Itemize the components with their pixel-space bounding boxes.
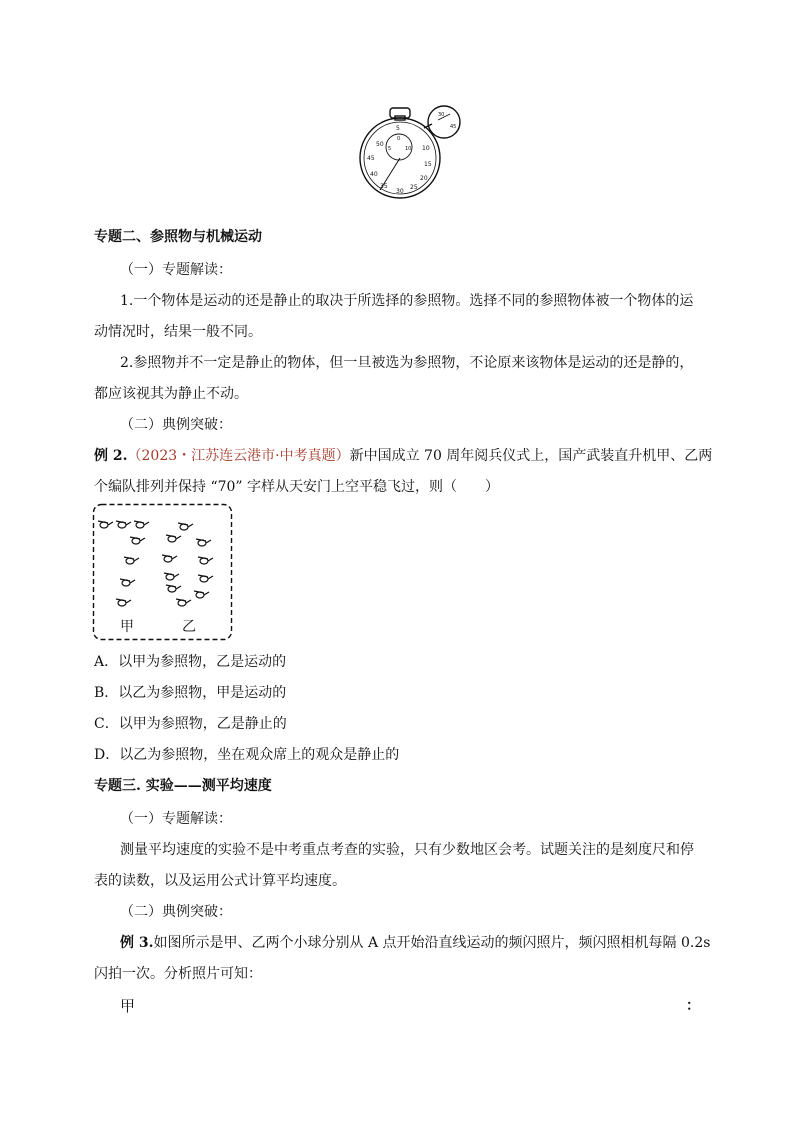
formation-label-jia: 甲 [120, 619, 134, 635]
small-dial-label: 45 [450, 124, 457, 130]
section2-para2-line1: 2.参照物并不一定是静止的物体，但一旦被选为参照物，不论原来该物体是运动的还是静的， [120, 355, 694, 371]
stopwatch-inner-label: 10 [405, 146, 412, 152]
stopwatch-label: 35 [380, 183, 388, 190]
section3-para1-line1: 测量平均速度的实验不是中考重点考查的实验，只有少数地区会考。试题关注的是刻度尺和停 [120, 842, 694, 858]
helicopter-formation-figure [92, 503, 234, 641]
example2-text: 新中国成立 70 周年阅兵仪式上，国产武装直升机甲、乙两 [349, 448, 713, 464]
stopwatch-label: 30 [396, 188, 404, 195]
stopwatch-label: 5 [396, 125, 400, 132]
section3-para1-line2: 表的读数，以及运用公式计算平均速度。 [94, 873, 346, 889]
formation-label-yi: 乙 [182, 619, 196, 635]
small-dial-label: 30 [438, 112, 445, 118]
section3-interp-title: （一）专题解读： [120, 811, 232, 827]
section2-interp-title: （一）专题解读： [120, 262, 232, 278]
formation-jia [98, 521, 149, 606]
stopwatch-inner-label: 5 [388, 146, 392, 152]
example3-line1 [120, 933, 710, 953]
section2-para2-line2: 都应该视其为静止不动。 [94, 386, 248, 402]
section2-para1-line2: 动情况时，结果一般不同。 [94, 324, 262, 340]
row-label-jia: 甲 [120, 997, 136, 1015]
example2-label: 例 2. [94, 448, 128, 464]
example3-text: 如图所示是甲、乙两个小球分别从 A 点开始沿直线运动的频闪照片，频闪照相机每隔 0.2s [153, 935, 711, 951]
example3-line2: 闪拍一次。分析照片可知： [94, 966, 262, 982]
formation-yi [162, 523, 213, 606]
section3-examples-title: （二）典例突破： [120, 904, 232, 920]
example2-line2: 个编队排列并保持 “70” 字样从天安门上空平稳飞过，则（ ） [94, 479, 500, 495]
stopwatch-label: 15 [424, 161, 432, 168]
stopwatch-label: 40 [370, 171, 378, 178]
stopwatch-label: 50 [376, 141, 384, 148]
section3-heading: 专题三. 实验——测平均速度 [94, 778, 272, 794]
section2-examples-title: （二）典例突破： [120, 417, 232, 433]
option-c: C．以甲为参照物，乙是静止的 [94, 716, 287, 732]
example3-label: 例 3. [120, 935, 154, 951]
stopwatch-label: 45 [367, 155, 375, 162]
section2-heading: 专题二、参照物与机械运动 [94, 229, 262, 245]
option-d: D．以乙为参照物，坐在观众席上的观众是静止的 [94, 747, 400, 763]
option-a: A．以甲为参照物，乙是运动的 [94, 654, 287, 670]
row-end-colon: ： [686, 998, 700, 1014]
example2-line1 [94, 446, 712, 466]
stopwatch-figure [352, 100, 464, 204]
option-b: B．以乙为参照物，甲是运动的 [94, 685, 287, 701]
section2-para1-line1: 1.一个物体是运动的还是静止的取决于所选择的参照物。选择不同的参照物体被一个物体的运 [120, 293, 694, 309]
stopwatch-inner-label: 0 [397, 136, 401, 142]
stopwatch-label: 25 [410, 184, 418, 191]
example2-source: （2023・江苏连云港市·中考真题） [127, 448, 350, 464]
stopwatch-label: 10 [422, 145, 430, 152]
stopwatch-label: 20 [420, 175, 428, 182]
